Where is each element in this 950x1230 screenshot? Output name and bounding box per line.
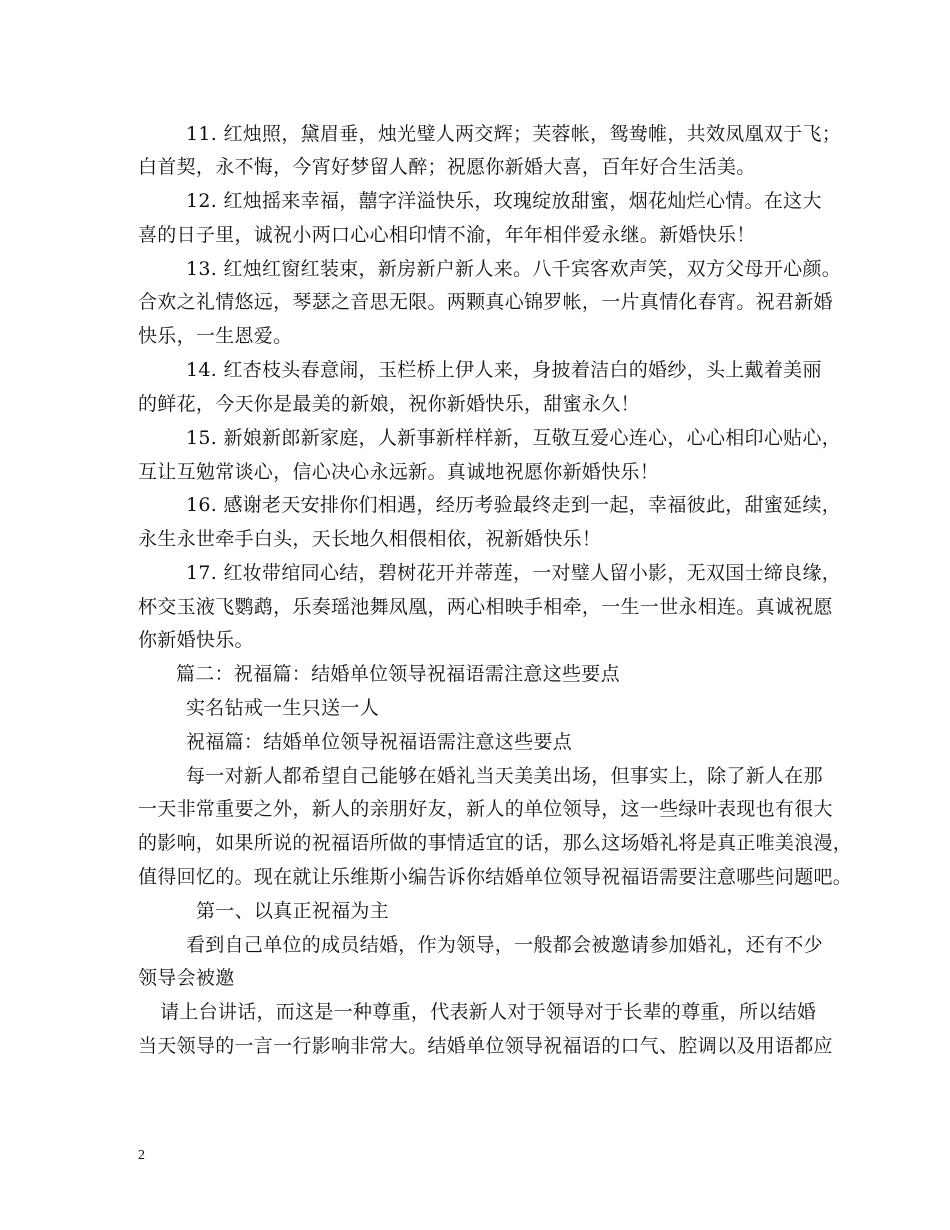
text-line: 你新婚快乐。 [138,629,254,651]
text-line: 11. 红烛照，黛眉垂，烛光璧人两交辉；芙蓉帐，鸳鸯帷，共效凤凰双于飞； [186,123,842,145]
page-number: 2 [138,1148,145,1163]
text-line: 喜的日子里，诚祝小两口心心相印情不渝，年年相伴爱永继。新婚快乐！ [138,224,756,246]
text-line: 13. 红烛红窗红装束，新房新户新人来。八千宾客欢声笑，双方父母开心颜。 [186,258,842,280]
text-line: 16. 感谢老天安排你们相遇，经历考验最终走到一起，幸福彼此，甜蜜延续， [186,494,842,516]
text-line: 快乐，一生恩爱。 [138,325,293,347]
subsection-heading: 第一、以真正祝福为主 [196,900,390,922]
text-line: 17. 红妆带绾同心结，碧树花开并蒂莲，一对璧人留小影，无双国士缔良缘， [186,562,842,584]
text-line: 合欢之礼情悠远，琴瑟之音思无限。两颗真心锦罗帐，一片真情化春宵。祝君新婚 [138,291,833,313]
article-title: 祝福篇：结婚单位领导祝福语需注意这些要点 [186,731,573,753]
text-line: 白首契，永不悔，今宵好梦留人醉；祝愿你新婚大喜，百年好合生活美。 [138,156,756,178]
text-line: 12. 红烛摇来幸福，囍字洋溢快乐，玫瑰绽放甜蜜，烟花灿烂心情。在这大 [186,190,822,212]
text-line: 值得回忆的。现在就让乐维斯小编告诉你结婚单位领导祝福语需要注意哪些问题吧。 [138,866,853,888]
text-line: 看到自己单位的成员结婚，作为领导，一般都会被邀请参加婚礼，还有不少 [186,934,823,956]
text-line: 永生永世牵手白头，天长地久相偎相依，祝新婚快乐！ [138,528,602,550]
text-line: 领导会被邀 [138,967,235,989]
text-line: 杯交玉液飞鹦鹉，乐奏瑶池舞凤凰，两心相映手相牵，一生一世永相连。真诚祝愿 [138,596,833,618]
text-line: 请上台讲话，而这是一种尊重，代表新人对于领导对于长辈的尊重，所以结婚 [160,1001,817,1023]
section-heading: 篇二：祝福篇：结婚单位领导祝福语需注意这些要点 [176,663,620,685]
text-line: 当天领导的一言一行影响非常大。结婚单位领导祝福语的口气、腔调以及用语都应 [138,1035,833,1057]
text-line: 的影响，如果所说的祝福语所做的事情适宜的话，那么这场婚礼将是真正唯美浪漫， [138,832,853,854]
text-line: 一天非常重要之外，新人的亲朋好友，新人的单位领导，这一些绿叶表现也有很大 [138,798,833,820]
text-line: 14. 红杏枝头春意闹，玉栏桥上伊人来，身披着洁白的婚纱，头上戴着美丽 [186,359,822,381]
text-line: 15. 新娘新郎新家庭，人新事新样样新，互敬互爱心连心，心心相印心贴心， [186,427,842,449]
text-line: 的鲜花，今天你是最美的新娘，祝你新婚快乐，甜蜜永久！ [138,393,640,415]
ad-line: 实名钻戒一生只送一人 [186,697,380,719]
text-line: 互让互勉常谈心，信心决心永远新。真诚地祝愿你新婚快乐！ [138,461,660,483]
text-line: 每一对新人都希望自己能够在婚礼当天美美出场，但事实上，除了新人在那 [186,765,823,787]
